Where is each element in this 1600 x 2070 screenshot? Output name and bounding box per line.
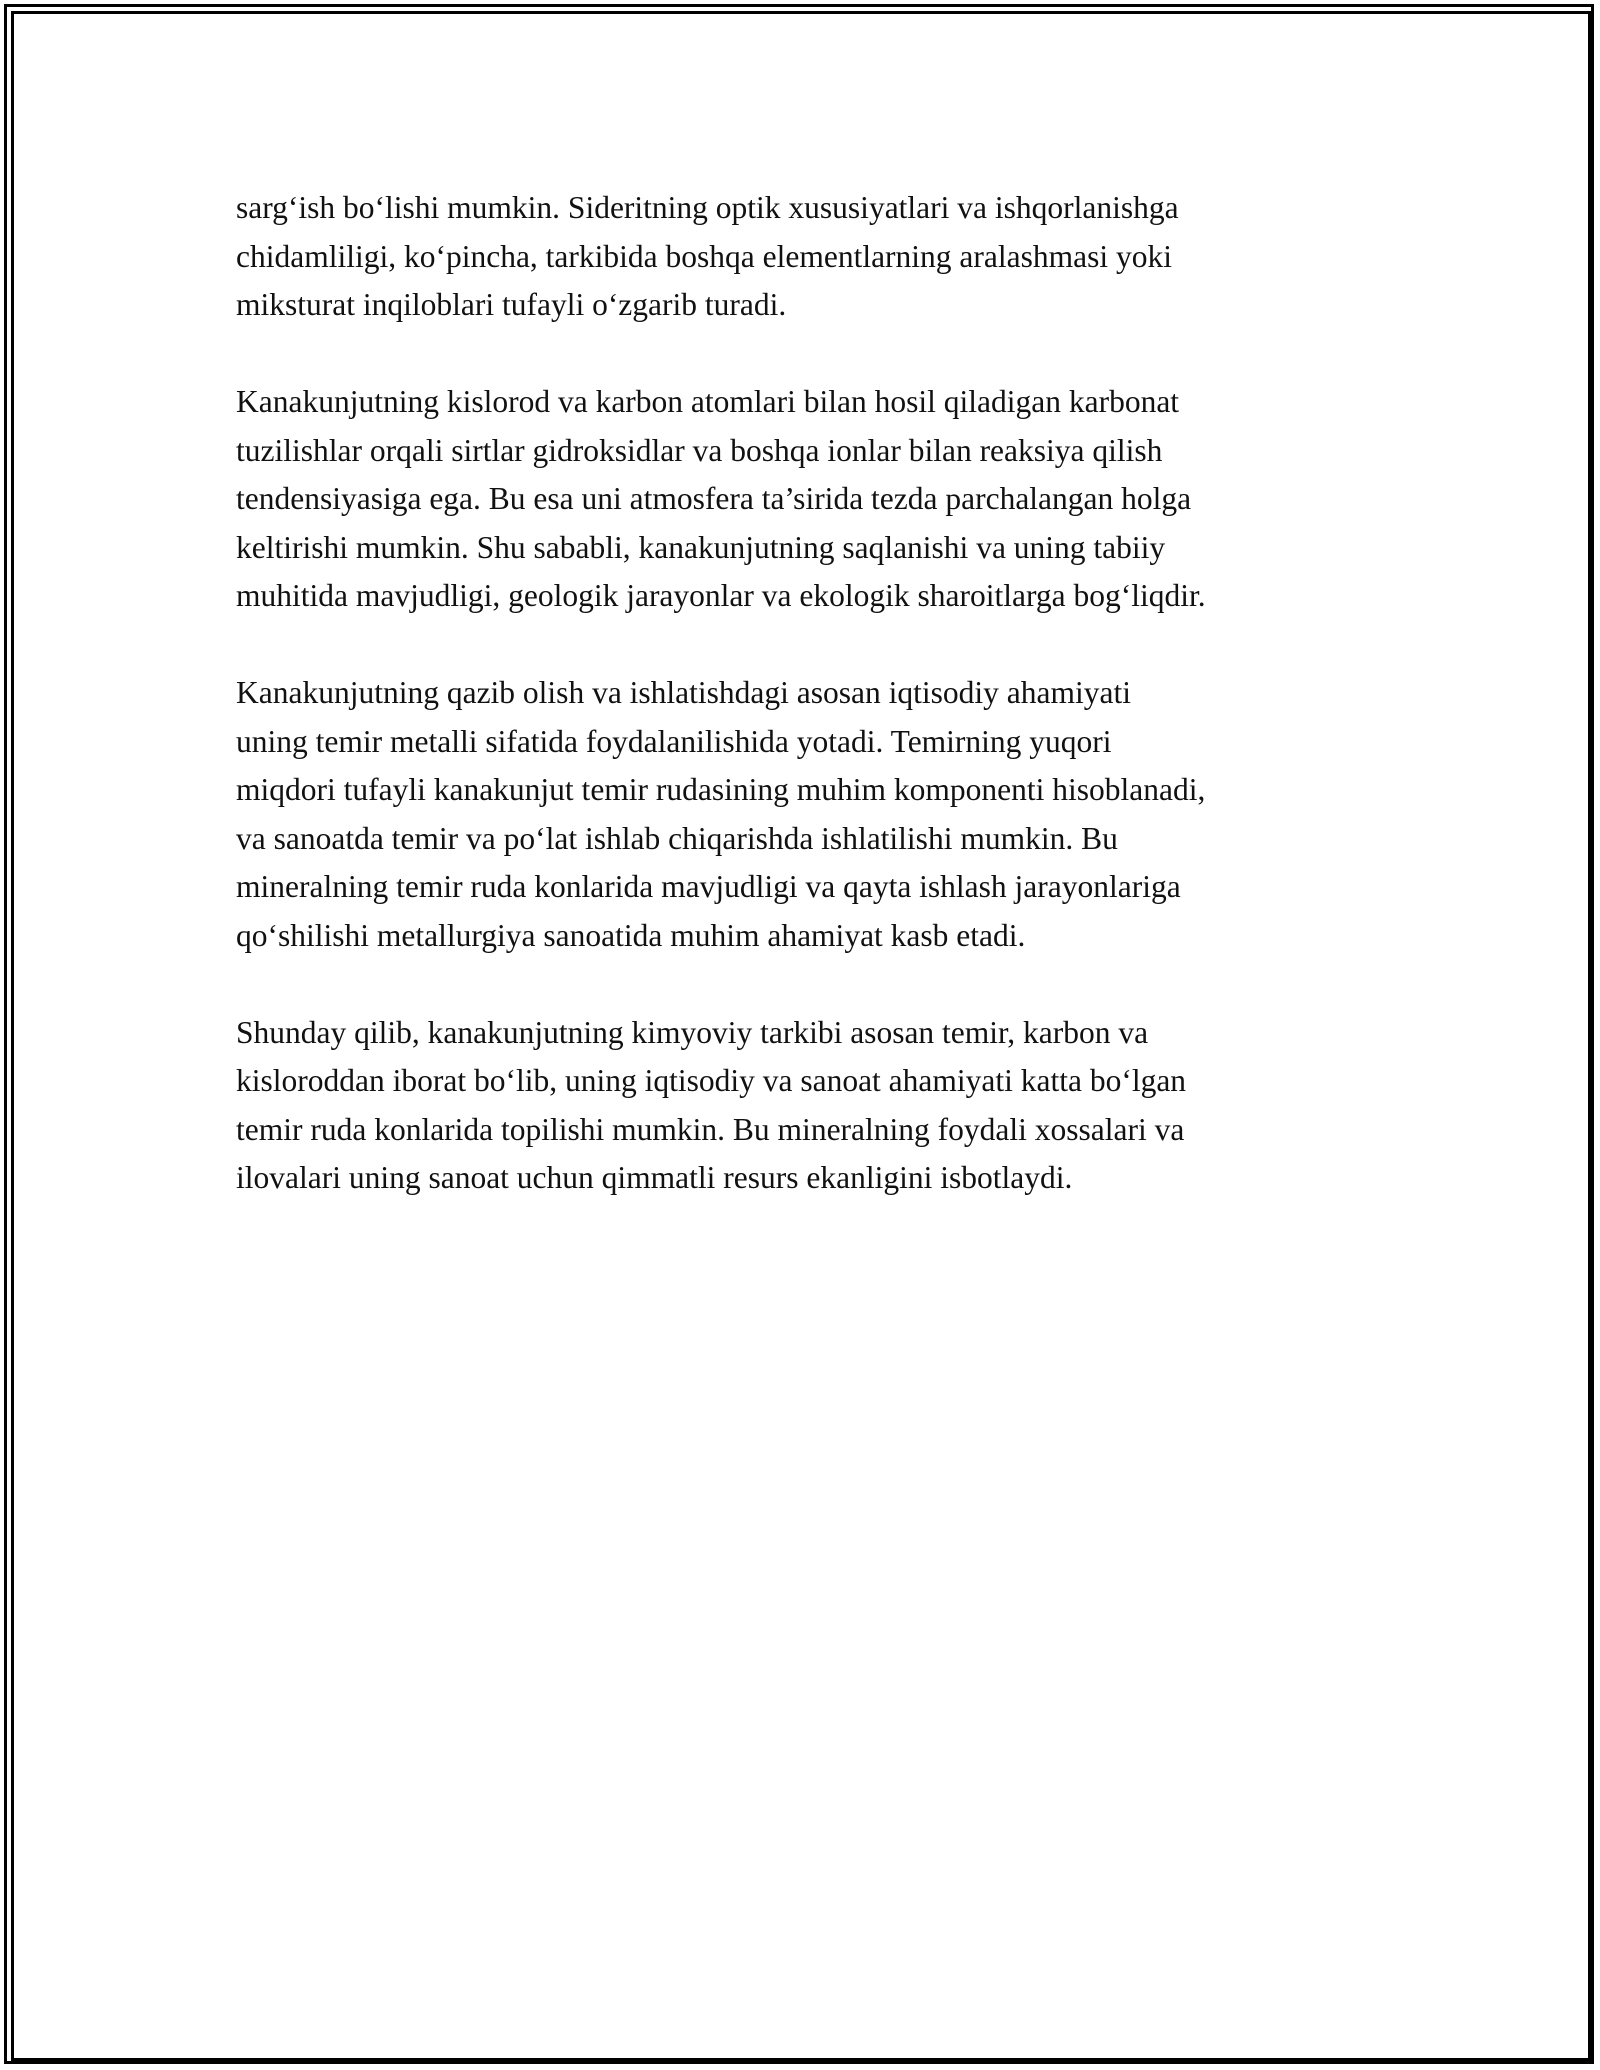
text-line: Kanakunjutning kislorod va karbon atomlari bilan hosil qiladigan karbonat — [236, 384, 1180, 419]
text-line: miqdori tufayli kanakunjut temir rudasining muhim komponenti hisoblanadi, — [236, 772, 1206, 807]
paragraph — [236, 184, 1376, 330]
text-line: uning temir metalli sifatida foydalanilishida yotadi. Temirning yuqori — [236, 723, 1112, 759]
text-line: tendensiyasiga ega. Bu esa uni atmosfera ta’sirida tezda parchalangan holga — [236, 481, 1192, 516]
paragraph — [236, 1009, 1376, 1203]
text-line: keltirishi mumkin. Shu sababli, kanakunjutning saqlanishi va uning tabiiy — [236, 529, 1166, 565]
text-line: qo‘shilishi metallurgiya sanoatida muhim ahamiyat kasb etadi. — [236, 917, 1026, 953]
text-line: temir ruda konlarida topilishi mumkin. Bu mineralning foydali xossalari va — [236, 1111, 1185, 1147]
text-line: kisloroddan iborat bo‘lib, uning iqtisodiy va sanoat ahamiyati katta bo‘lgan — [236, 1063, 1187, 1098]
text-line: chidamliligi, ko‘pincha, tarkibida boshqa elementlarning aralashmasi yoki — [236, 238, 1172, 274]
text-line: miksturat inqiloblari tufayli o‘zgarib turadi. — [236, 287, 787, 322]
text-line: ilovalari uning sanoat uchun qimmatli resurs ekanligini isbotlaydi. — [236, 1160, 1073, 1195]
paragraph — [236, 669, 1376, 960]
text-line: mineralning temir ruda konlarida mavjudligi va qayta ishlash jarayonlariga — [236, 869, 1181, 904]
text-line: Kanakunjutning qazib olish va ishlatishdagi asosan iqtisodiy ahamiyati — [236, 675, 1131, 710]
text-line: sarg‘ish bo‘lishi mumkin. Sideritning optik xususiyatlari va ishqorlanishga — [236, 190, 1179, 225]
paragraph — [236, 378, 1376, 621]
text-line: muhitida mavjudligi, geologik jarayonlar va ekologik sharoitlarga bog‘liqdir. — [236, 578, 1206, 613]
text-line: Shunday qilib, kanakunjutning kimyoviy tarkibi asosan temir, karbon va — [236, 1014, 1149, 1050]
text-line: va sanoatda temir va po‘lat ishlab chiqarishda ishlatilishi mumkin. Bu — [236, 820, 1118, 856]
document-body — [236, 184, 1376, 1251]
text-line: tuzilishlar orqali sirtlar gidroksidlar va boshqa ionlar bilan reaksiya qilish — [236, 432, 1163, 468]
